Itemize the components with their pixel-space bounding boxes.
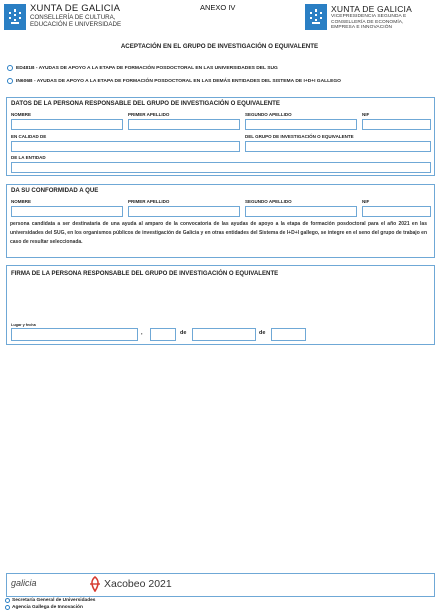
xacobeo-logo: Xacobeo 2021 [104,578,172,590]
candidate-segundo-apellido-field[interactable] [245,206,357,217]
conformidad-paragraph: persona candidata a ser destinataria de una ayuda al amparo de la convocatoria de las ayudas de apoyo a la etapa de formación posdoctoral para el año 2021 en las universidades del SUG, en los organismos públicos de investigación de Galicia y en otras entidades del Sistema de I+D+I gallego, se integre en el seno del grupo de trabajo en caso de resultar seleccionada. [10,221,427,246]
bullet-icon [5,605,10,610]
mes-field[interactable] [192,328,256,341]
grupo-investigacion-field[interactable] [245,141,431,152]
right-logo-line1: VICEPRESIDENCIA SEGUNDA E [331,14,407,19]
document-title: ACEPTACIÓN EN EL GRUPO DE INVESTIGACIÓN O EQUIVALENTE [120,43,319,50]
de-separator-1: de [180,330,187,336]
radio-button[interactable] [7,65,13,71]
section-firma [6,265,435,345]
label-nombre: NOMBRE [11,199,31,204]
candidate-nif-field[interactable] [362,206,431,217]
right-logo-line2: CONSELLERÍA DE ECONOMÍA, [331,19,404,25]
nombre-field[interactable] [11,119,123,130]
xunta-logo-left [4,4,121,30]
section-title: FIRMA DE LA PERSONA RESPONSABLE DEL GRUPO DE INVESTIGACIÓN O EQUIVALENTE [11,270,279,277]
right-logo-line3: EMPRESA E INNOVACIÓN [331,25,393,31]
xunta-emblem-icon [305,4,327,30]
footer-item-label: Secretaría General de Universidades [12,598,96,603]
dia-field[interactable] [150,328,176,341]
comma-separator: , [141,330,143,336]
right-logo-name: XUNTA DE GALICIA [331,4,412,14]
left-logo-name: XUNTA DE GALICIA [30,3,121,14]
option-ed481b[interactable] [7,65,278,71]
primer-apellido-field[interactable] [128,119,240,130]
label-primer-apellido: PRIMER APELLIDO [128,112,170,117]
section-title: DA SU CONFORMIDAD A QUE [11,187,99,194]
xacobeo-mark-icon [88,576,102,596]
xunta-logo-right [305,4,412,31]
radio-button[interactable] [7,78,13,84]
option-in606b[interactable] [7,78,341,84]
label-nif: NIF [362,199,370,204]
galicia-logo: galicia [11,578,37,588]
label-lugar-fecha: Lugar y fecha [11,323,36,327]
ano-field[interactable] [271,328,306,341]
option-label: ED481B - AYUDAS DE APOYO A LA ETAPA DE FORMACIÓN POSDOCTORAL EN LAS UNIVERSIDADES DEL SUG [16,65,278,71]
option-label: IN606B - AYUDAS DE APOYO A LA ETAPA DE FORMACIÓN POSDOCTORAL EN LAS DEMÁS ENTIDADES DEL SISTEMA DE I+D+I GALLEGO [16,78,341,84]
section-title: DATOS DE LA PERSONA RESPONSABLE DEL GRUPO DE INVESTIGACIÓN O EQUIVALENTE [11,100,280,107]
footer-item-secretaria [5,598,95,603]
label-nombre: NOMBRE [11,112,31,117]
label-del-grupo: DEL GRUPO DE INVESTIGACIÓN O EQUIVALENTE [245,134,354,139]
de-separator-2: de [259,330,266,336]
label-segundo-apellido: SEGUNDO APELLIDO [245,199,292,204]
xunta-emblem-icon [4,4,26,30]
footer-item-label: Agencia Gallega de Innovación [12,605,83,610]
label-de-la-entidad: DE LA ENTIDAD [11,155,46,160]
candidate-primer-apellido-field[interactable] [128,206,240,217]
label-primer-apellido: PRIMER APELLIDO [128,199,170,204]
lugar-field[interactable] [11,328,138,341]
entidad-field[interactable] [11,162,431,173]
nif-field[interactable] [362,119,431,130]
label-segundo-apellido: SEGUNDO APELLIDO [245,112,292,117]
footer-item-agencia [5,605,83,610]
en-calidad-de-field[interactable] [11,141,240,152]
annex-label: ANEXO IV [200,3,236,12]
bullet-icon [5,598,10,603]
segundo-apellido-field[interactable] [245,119,357,130]
label-en-calidad-de: EN CALIDAD DE [11,134,47,139]
footer-box [6,573,435,597]
left-logo-line1: CONSELLERÍA DE CULTURA, [30,14,116,21]
left-logo-line2: EDUCACIÓN E UNIVERSIDADE [30,21,122,28]
page-header [0,0,439,40]
section-responsible-data [6,97,435,176]
label-nif: NIF [362,112,370,117]
candidate-nombre-field[interactable] [11,206,123,217]
